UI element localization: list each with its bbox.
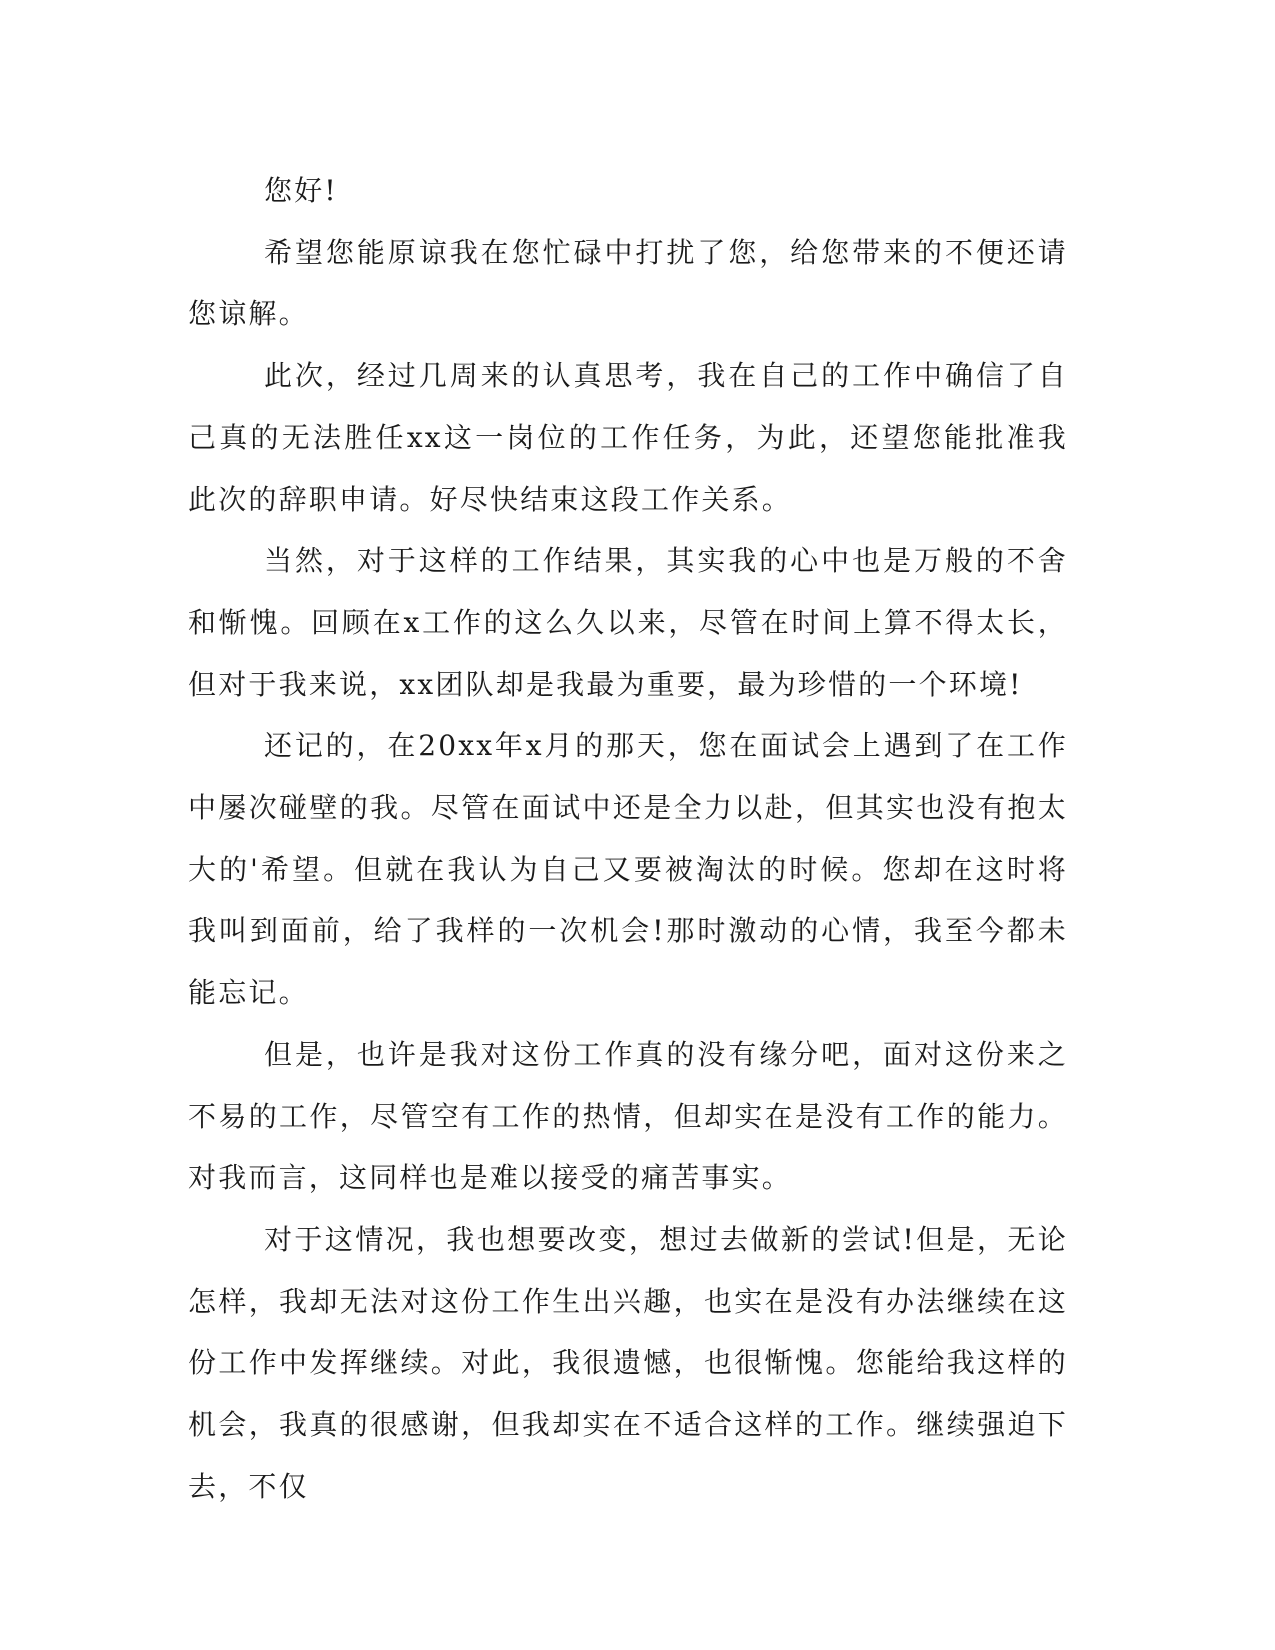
greeting-paragraph: 您好!	[264, 174, 338, 207]
attempt-paragraph: 对于这情况，我也想要改变，想过去做新的尝试!但是，无论怎样，我却无法对这份工作生出兴趣，也实在是没有办法继续在这份工作中发挥继续。对此，我很遗憾，也很惭愧。您能给我这样的机会，我真的很感谢，但我却实在不适合这样的工作。继续强迫下去，不仅	[188, 1222, 1068, 1503]
memory-paragraph: 还记的，在20xx年x月的那天，您在面试会上遇到了在工作中屡次碰壁的我。尽管在面试中还是全力以赴，但其实也没有抱太大的'希望。但就在我认为自己又要被淘汰的时候。您却在这时将我叫到面前，给了我样的一次机会!那时激动的心情，我至今都未能忘记。	[188, 729, 1068, 1010]
apology-paragraph: 希望您能原谅我在您忙碌中打扰了您，给您带来的不便还请您谅解。	[188, 235, 1068, 331]
letter-body	[188, 160, 1068, 1517]
resignation-request-paragraph: 此次，经过几周来的认真思考，我在自己的工作中确信了自己真的无法胜任xx这一岗位的工作任务，为此，还望您能批准我此次的辞职申请。好尽快结束这段工作关系。	[188, 359, 1068, 516]
reason-paragraph: 但是，也许是我对这份工作真的没有缘分吧，面对这份来之不易的工作，尽管空有工作的热情，但却实在是没有工作的能力。对我而言，这同样也是难以接受的痛苦事实。	[188, 1037, 1068, 1195]
gratitude-paragraph: 当然，对于这样的工作结果，其实我的心中也是万般的不舍和惭愧。回顾在x工作的这么久以来，尽管在时间上算不得太长，但对于我来说，xx团队却是我最为重要，最为珍惜的一个环境!	[188, 544, 1068, 701]
